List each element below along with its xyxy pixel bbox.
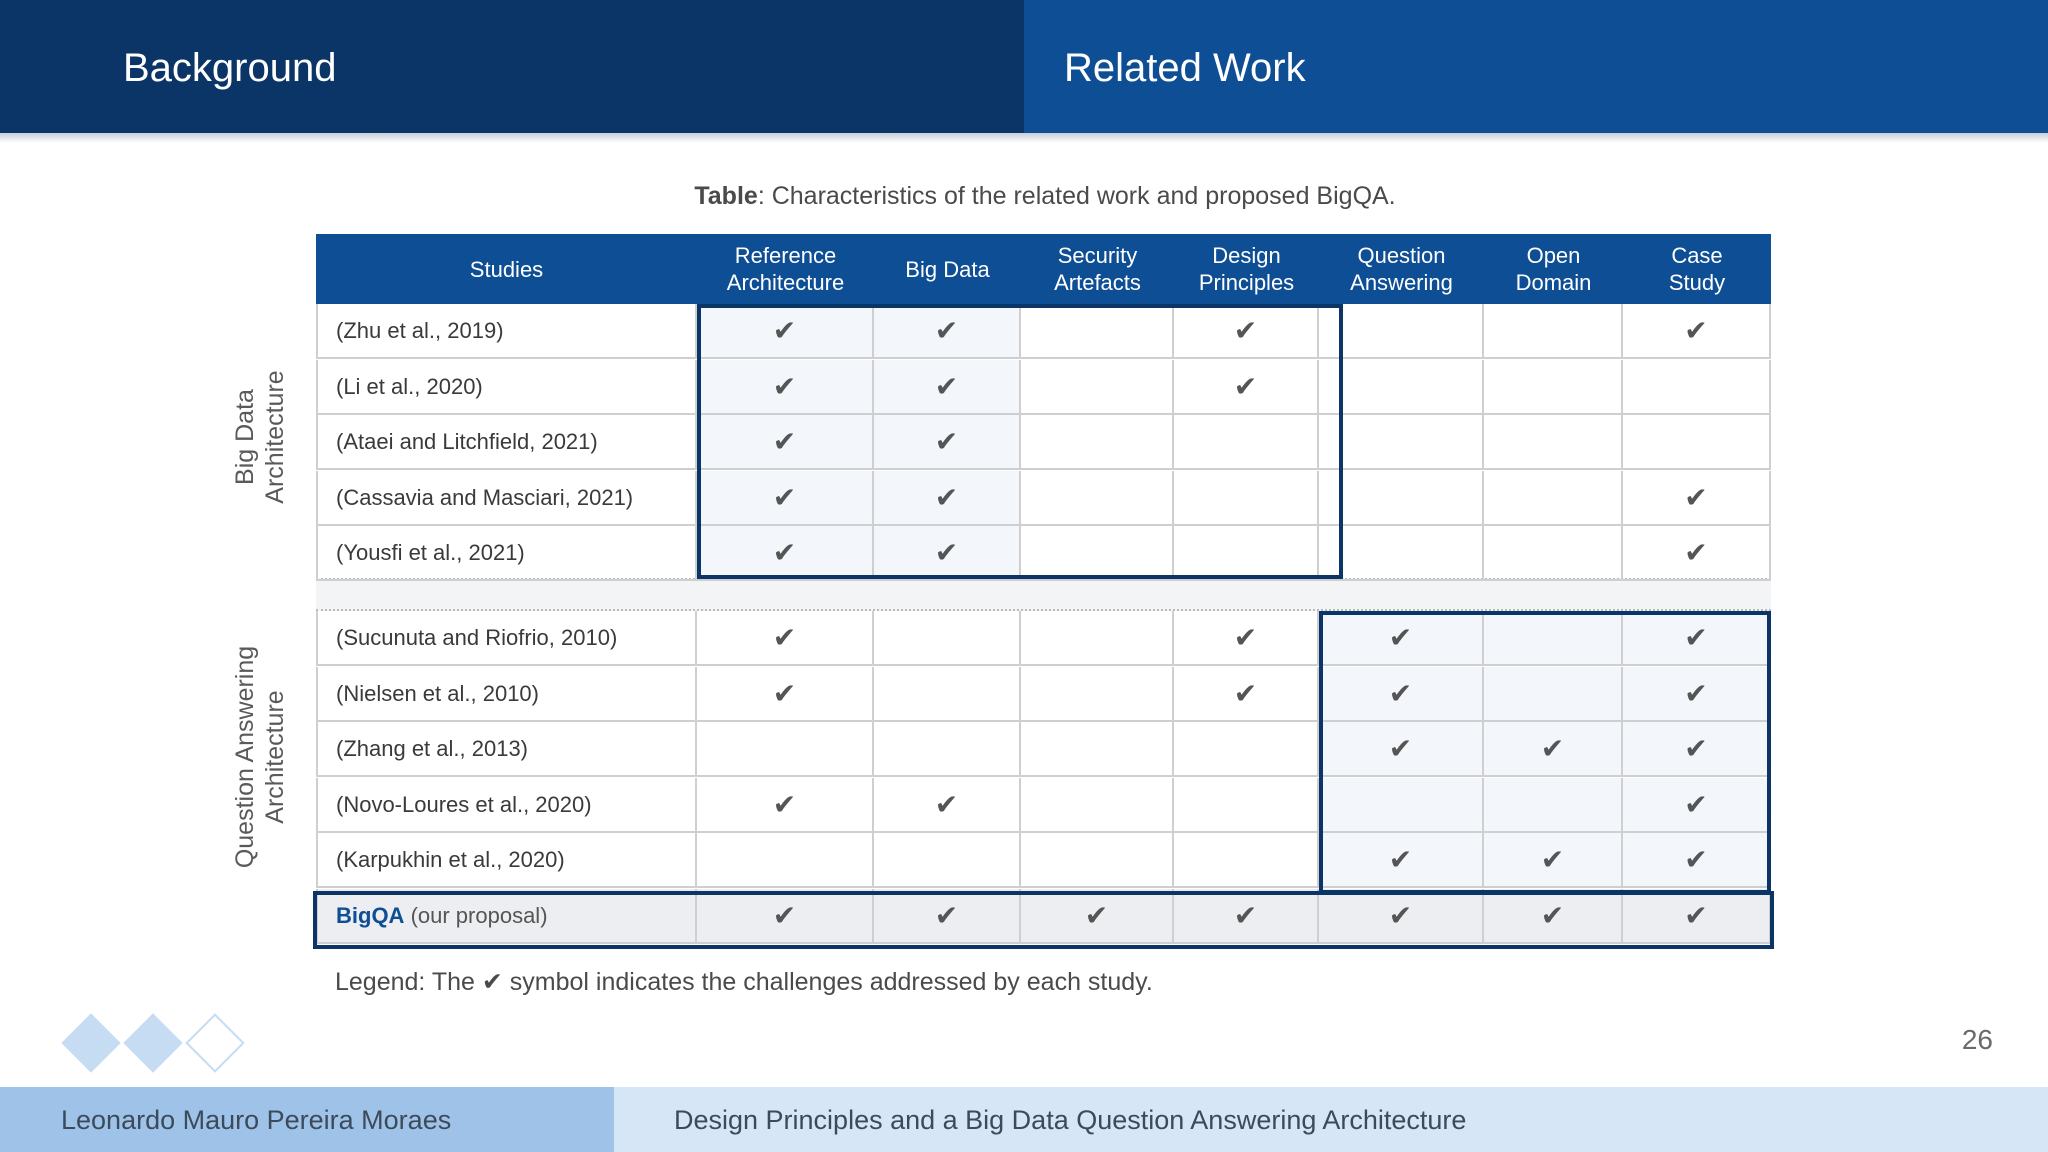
check-icon: ✔: [772, 622, 797, 653]
column-header: Big Data: [905, 256, 990, 282]
check-icon: ✔: [1233, 371, 1258, 402]
table-cell: [1484, 889, 1623, 942]
study-name: (Yousfi et al., 2021): [316, 526, 697, 579]
table-cell: [1623, 471, 1771, 524]
table-cell: [1021, 722, 1174, 775]
table-cell: [697, 889, 874, 942]
column-header: Open Domain: [1515, 243, 1592, 295]
table-cell: [1319, 889, 1484, 942]
table-row: [316, 526, 1771, 581]
check-icon: ✔: [772, 482, 797, 513]
table-cell: [874, 304, 1021, 357]
table-cell: [1319, 360, 1484, 413]
table-cell: [874, 611, 1021, 664]
check-icon: ✔: [1084, 900, 1109, 931]
table-cell: [1021, 778, 1174, 831]
check-icon: ✔: [1233, 315, 1258, 346]
check-icon: ✔: [934, 537, 959, 568]
legend-after: symbol indicates the challenges addressed by each study.: [502, 968, 1153, 996]
table-cell: [1484, 471, 1623, 524]
check-icon: ✔: [1684, 844, 1708, 875]
check-icon: ✔: [1233, 678, 1258, 709]
table-cell: [1319, 667, 1484, 720]
study-name: (Ataei and Litchfield, 2021): [316, 415, 697, 468]
table-cell: [1623, 415, 1771, 468]
table-cell: [1174, 667, 1319, 720]
proposal-row: [316, 889, 1771, 944]
table-legend: [335, 964, 1153, 1000]
table-cell: [874, 833, 1021, 886]
table-cell: [874, 415, 1021, 468]
comparison-table: [316, 234, 1771, 948]
table-cell: [1174, 778, 1319, 831]
check-icon: ✔: [1233, 900, 1258, 931]
table-cell: [1623, 722, 1771, 775]
table-cell: [1484, 526, 1623, 579]
table-cell: [1623, 611, 1771, 664]
check-icon: ✔: [934, 426, 959, 457]
table-cell: [1319, 833, 1484, 886]
table-cell: [1623, 667, 1771, 720]
table-cell: [1484, 833, 1623, 886]
table-cell: [1484, 304, 1623, 357]
table-cell: [1319, 611, 1484, 664]
table-cell: [1174, 526, 1319, 579]
check-icon: ✔: [1684, 900, 1708, 931]
check-icon: ✔: [1388, 678, 1413, 709]
check-icon: ✔: [772, 426, 797, 457]
table-cell: [874, 526, 1021, 579]
group-label-qa: [230, 646, 290, 868]
table-cell: [1623, 833, 1771, 886]
check-icon: ✔: [772, 371, 797, 402]
table-cell: [697, 360, 874, 413]
column-header: Security Artefacts: [1054, 243, 1141, 295]
page-number: 26: [1961, 1024, 1993, 1055]
table-cell: [1174, 722, 1319, 775]
table-cell: [1319, 304, 1484, 357]
table-cell: [697, 471, 874, 524]
table-cell: [874, 471, 1021, 524]
study-name: (Zhang et al., 2013): [316, 722, 697, 775]
check-icon: ✔: [1684, 678, 1708, 709]
check-icon: ✔: [1684, 733, 1708, 764]
table-cell: [874, 360, 1021, 413]
column-header: Question Answering: [1350, 243, 1453, 295]
table-cell: [1021, 526, 1174, 579]
legend-before: Legend: The: [335, 968, 482, 996]
proposal-name: [316, 889, 697, 942]
table-cell: [1021, 667, 1174, 720]
check-icon: ✔: [772, 537, 797, 568]
table-row: [316, 360, 1771, 415]
footer-author: Leonardo Mauro Pereira Moraes: [61, 1105, 452, 1135]
table-cell: [874, 722, 1021, 775]
check-icon: ✔: [1684, 482, 1708, 513]
table-cell: [697, 667, 874, 720]
table-row: [316, 722, 1771, 777]
group-label-big-data-text: Big Data Architecture: [231, 370, 289, 504]
table-cell: [1021, 415, 1174, 468]
header-left-title: Background: [123, 46, 337, 90]
study-name: (Sucunuta and Riofrio, 2010): [316, 611, 697, 664]
table-cell: [1319, 778, 1484, 831]
check-icon: ✔: [1388, 733, 1413, 764]
check-icon: ✔: [934, 789, 959, 820]
column-header: Design Principles: [1198, 243, 1295, 295]
check-icon: ✔: [1684, 789, 1708, 820]
check-icon: ✔: [772, 789, 797, 820]
table-cell: [874, 889, 1021, 942]
study-name: (Nielsen et al., 2010): [316, 667, 697, 720]
table-row: [316, 611, 1771, 666]
column-header: Reference Architecture: [726, 243, 845, 295]
diamond-icon: [123, 1013, 182, 1072]
table-row: [316, 415, 1771, 470]
caption-label: Table: [694, 182, 758, 210]
table-cell: [697, 611, 874, 664]
table-cell: [1021, 304, 1174, 357]
table-cell: [1174, 611, 1319, 664]
table-cell: [1484, 667, 1623, 720]
diamond-outline-icon: [185, 1013, 244, 1072]
check-icon: ✔: [772, 678, 797, 709]
column-header: Studies: [469, 256, 544, 282]
proposal-suffix: (our proposal): [404, 902, 548, 928]
table-cell: [1174, 415, 1319, 468]
check-icon: ✔: [934, 482, 959, 513]
table-cell: [1484, 722, 1623, 775]
table-cell: [1484, 611, 1623, 664]
header-shadow: [0, 133, 2048, 143]
check-icon: ✔: [1388, 844, 1413, 875]
proposal-name-bold: BigQA: [336, 902, 405, 928]
footer-title: Design Principles and a Big Data Question Answering Architecture: [674, 1105, 1467, 1135]
table-cell: [697, 304, 874, 357]
table-cell: [1174, 471, 1319, 524]
table-cell: [697, 778, 874, 831]
study-name: (Karpukhin et al., 2020): [316, 833, 697, 886]
table-row: [316, 833, 1771, 888]
group-separator: [316, 578, 1771, 611]
check-icon: ✔: [1233, 622, 1258, 653]
check-icon: ✔: [934, 371, 959, 402]
table-cell: [1623, 778, 1771, 831]
check-icon: ✔: [1388, 900, 1413, 931]
table-cell: [1021, 360, 1174, 413]
table-cell: [1484, 360, 1623, 413]
table-caption: [320, 176, 1770, 216]
table-cell: [1319, 722, 1484, 775]
table-cell: [874, 667, 1021, 720]
table-header: [316, 234, 1771, 304]
check-icon: ✔: [1684, 537, 1708, 568]
table-cell: [874, 778, 1021, 831]
table-cell: [1623, 304, 1771, 357]
table-cell: [1623, 360, 1771, 413]
diamond-icon: [61, 1013, 120, 1072]
check-icon: ✔: [1540, 844, 1565, 875]
table-row: [316, 304, 1771, 359]
check-icon: ✔: [772, 900, 797, 931]
table-row: [316, 471, 1771, 526]
study-name: (Cassavia and Masciari, 2021): [316, 471, 697, 524]
check-icon: ✔: [1684, 622, 1708, 653]
table-cell: [1174, 833, 1319, 886]
table-cell: [1021, 833, 1174, 886]
table-cell: [697, 722, 874, 775]
study-name: (Li et al., 2020): [316, 360, 697, 413]
check-icon: ✔: [934, 900, 959, 931]
table-row: [316, 778, 1771, 833]
legend-check-icon: ✔: [481, 968, 503, 996]
table-cell: [1484, 415, 1623, 468]
table-cell: [1021, 889, 1174, 942]
table-cell: [1319, 526, 1484, 579]
group-label-big-data: [230, 370, 290, 503]
table-cell: [697, 415, 874, 468]
table-cell: [1623, 889, 1771, 942]
check-icon: ✔: [1388, 622, 1413, 653]
table-cell: [1623, 526, 1771, 579]
table-row: [316, 667, 1771, 722]
check-icon: ✔: [1540, 733, 1565, 764]
table-cell: [697, 833, 874, 886]
caption-text: : Characteristics of the related work and proposed BigQA.: [757, 182, 1396, 210]
table-cell: [1021, 611, 1174, 664]
table-cell: [697, 526, 874, 579]
check-icon: ✔: [772, 315, 797, 346]
table-cell: [1174, 304, 1319, 357]
study-name: (Zhu et al., 2019): [316, 304, 697, 357]
check-icon: ✔: [934, 315, 959, 346]
group-label-qa-text: Question Answering Architecture: [231, 645, 289, 869]
check-icon: ✔: [1540, 900, 1565, 931]
check-icon: ✔: [1684, 315, 1708, 346]
table-cell: [1484, 778, 1623, 831]
table-cell: [1174, 360, 1319, 413]
table-cell: [1021, 471, 1174, 524]
header-right-title: Related Work: [1064, 46, 1306, 90]
study-name: (Novo-Loures et al., 2020): [316, 778, 697, 831]
table-cell: [1174, 889, 1319, 942]
table-cell: [1319, 471, 1484, 524]
table-cell: [1319, 415, 1484, 468]
column-header: Case Study: [1668, 243, 1726, 295]
